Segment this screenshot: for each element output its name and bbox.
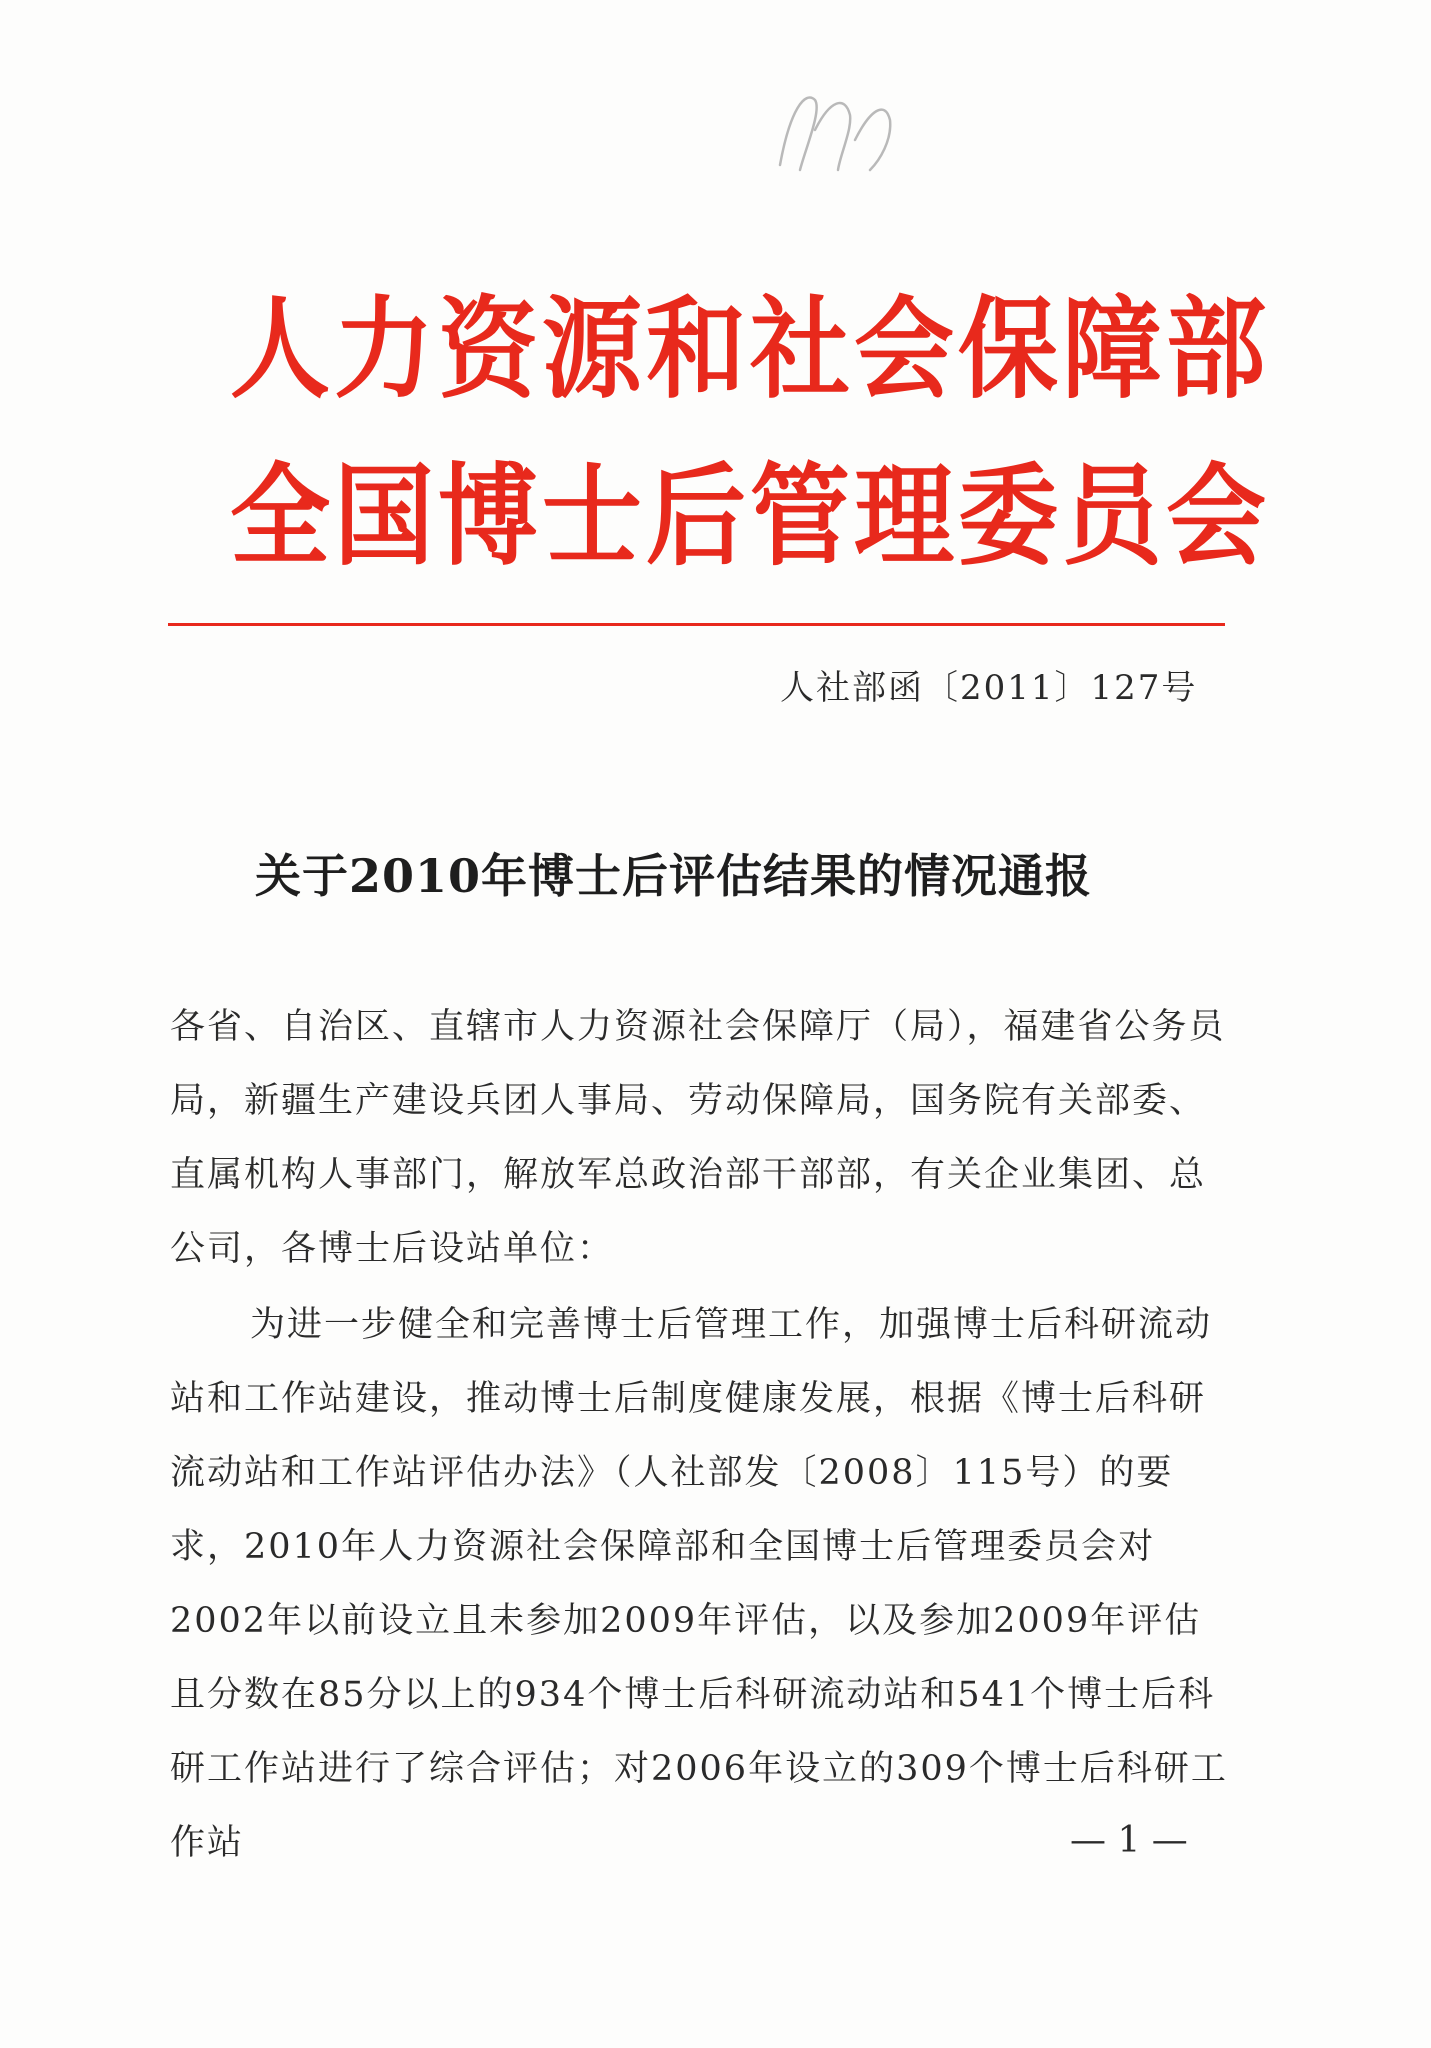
letterhead-divider bbox=[168, 623, 1225, 626]
page-number: — 1 — bbox=[1070, 1820, 1188, 1861]
body-paragraph: 为进一步健全和完善博士后管理工作，加强博士后科研流动站和工作站建设，推动博士后制度健康发展，根据《博士后科研流动站和工作站评估办法》（人社部发〔2008〕115号）的要求，2010年人力资源社会保障部和全国博士后管理委员会对2002年以前设立且未参加2009年评估，以及参加2009年评估且分数在85分以上的934个博士后科研流动站和541个博士后科研工作站进行了综合评估；对2006年设立的309个博士后科研工作站 bbox=[170, 1305, 1228, 1863]
document-title: 关于2010年博士后评估结果的情况通报 bbox=[255, 849, 1093, 903]
salutation: 各省、自治区、直辖市人力资源社会保障厅（局），福建省公务员局，新疆生产建设兵团人事局、劳动保障局，国务院有关部委、直属机构人事部门，解放军总政治部干部部，有关企业集团、总公司，各博士后设站单位： bbox=[170, 1007, 1226, 1269]
document-number: 人社部函〔2011〕127号 bbox=[780, 668, 1198, 708]
letterhead-line-1: 人力资源和社会保障部 bbox=[230, 285, 1270, 414]
letterhead-line-2: 全国博士后管理委员会 bbox=[230, 452, 1270, 581]
handwritten-mark bbox=[760, 70, 910, 190]
